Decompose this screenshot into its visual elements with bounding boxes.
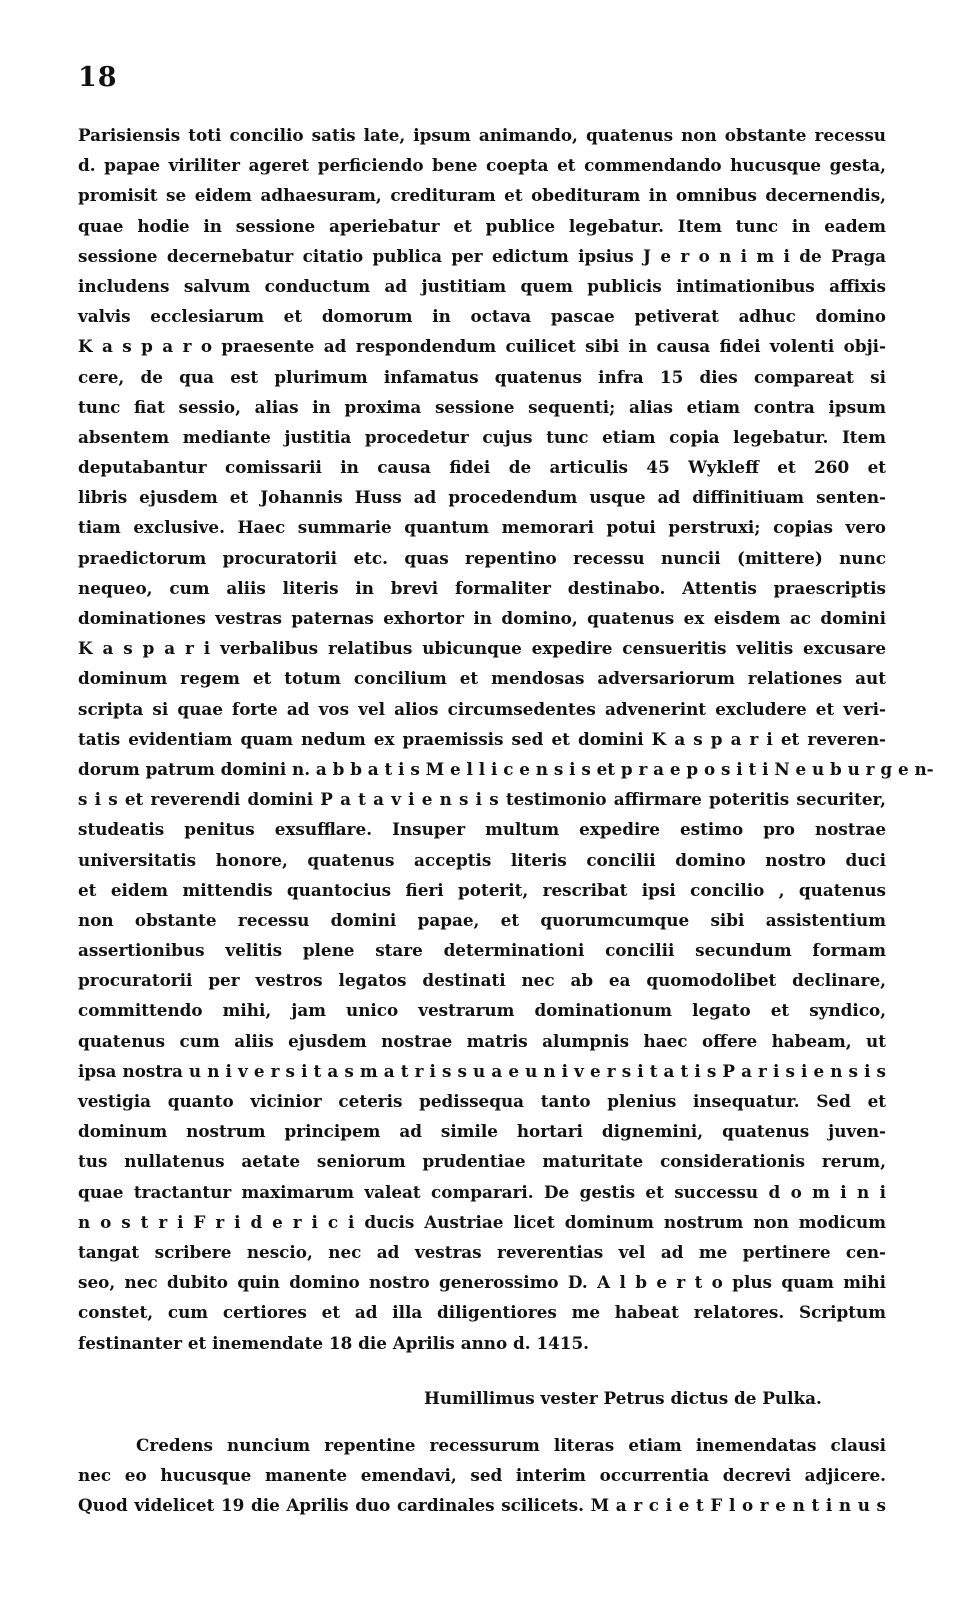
text-line: studeatis penitus exsufflare. Insuper multum expedire estimo pro nostrae xyxy=(78,819,886,840)
text-line: nec eo hucusque manente emendavi, sed interim occurrentia decrevi adjicere. xyxy=(78,1465,886,1486)
text-line: K a s p a r i verbalibus relatibus ubicunque expedire censueritis velitis excusare xyxy=(78,638,886,659)
text-line: Credens nuncium repentine recessurum literas etiam inemendatas clausi xyxy=(136,1435,886,1455)
text-line: et eidem mittendis quantocius fieri poterit, rescribat ipsi concilio , quatenus xyxy=(78,879,886,900)
signature-line: Humillimus vester Petrus dictus de Pulka. xyxy=(424,1388,822,1408)
text-line: d. papae viriliter ageret perficiendo bene coepta et commendando hucusque gesta, xyxy=(78,155,886,176)
text-line: dominum nostrum principem ad simile hortari dignemini, quatenus juven- xyxy=(78,1121,886,1142)
text-line: Parisiensis toti concilio satis late, ipsum animando, quatenus non obstante recessu xyxy=(78,125,886,145)
text-line: quae hodie in sessione aperiebatur et publice legebatur. Item tunc in eadem xyxy=(78,215,886,236)
text-line: scripta si quae forte ad vos vel alios circumsedentes advenerint excludere et veri- xyxy=(78,698,886,719)
text-line: dominum regem et totum concilium et mendosas adversariorum relationes aut xyxy=(78,668,886,689)
text-line: universitatis honore, quatenus acceptis literis concilii domino nostro duci xyxy=(78,849,886,870)
text-line: promisit se eidem adhaesuram, credituram et obedituram in omnibus decernendis, xyxy=(78,185,886,206)
text-line: festinanter et inemendate 18 die Aprilis anno d. 1415. xyxy=(78,1332,590,1353)
text-line: valvis ecclesiarum et domorum in octava pascae petiverat adhuc domino xyxy=(78,306,886,327)
text-line: committendo mihi, jam unico vestrarum dominationum legato et syndico, xyxy=(78,1000,886,1021)
text-line: includens salvum conductum ad justitiam quem publicis intimationibus affixis xyxy=(78,275,886,296)
text-line: praedictorum procuratorii etc. quas repentino recessu nuncii (mittere) nunc xyxy=(78,547,886,568)
text-line: deputabantur comissarii in causa fidei de articulis 45 Wykleff et 260 et xyxy=(78,457,886,478)
text-line: K a s p a r o praesente ad respondendum cuilicet sibi in causa fidei volenti obji- xyxy=(78,336,886,357)
text-line: non obstante recessu domini papae, et quorumcumque sibi assistentium xyxy=(78,909,886,930)
text-line: assertionibus velitis plene stare determinationi concilii secundum formam xyxy=(78,940,886,961)
text-line: libris ejusdem et Johannis Huss ad procedendum usque ad diffinitiuam senten- xyxy=(78,487,886,508)
text-line: quatenus cum aliis ejusdem nostrae matris alumpnis haec offere habeam, ut xyxy=(78,1030,886,1051)
text-line: vestigia quanto vicinior ceteris pedissequa tanto plenius insequatur. Sed et xyxy=(78,1091,886,1111)
page-number: 18 xyxy=(78,62,118,93)
postscript xyxy=(78,1430,886,1521)
text-line: constet, cum certiores et ad illa diligentiores me habeat relatores. Scriptum xyxy=(78,1302,886,1323)
text-line: tatis evidentiam quam nedum ex praemissis sed et domini K a s p a r i et reveren- xyxy=(78,728,886,749)
text-line: s i s et reverendi domini P a t a v i e n s i s testimonio affirmare poteritis securiter, xyxy=(78,789,886,810)
text-line: tus nullatenus aetate seniorum prudentiae maturitate considerationis rerum, xyxy=(78,1151,886,1172)
text-line: dorum patrum domini n. a b b a t i s M e l l i c e n s i s et p r a e p o s i t i N e u b u r g e n- xyxy=(78,758,934,779)
text-line: seo, nec dubito quin domino nostro generossimo D. A l b e r t o plus quam mihi xyxy=(78,1272,886,1293)
text-line: tangat scribere nescio, nec ad vestras reverentias vel ad me pertinere cen- xyxy=(78,1241,886,1262)
text-line: absentem mediante justitia procedetur cujus tunc etiam copia legebatur. Item xyxy=(78,426,886,447)
text-line: ipsa nostra u n i v e r s i t a s m a t r i s s u a e u n i v e r s i t a t i s P a r i s i e n s i s xyxy=(78,1060,886,1081)
text-line: tunc fiat sessio, alias in proxima sessione sequenti; alias etiam contra ipsum xyxy=(78,396,886,417)
text-line: n o s t r i F r i d e r i c i ducis Austriae licet dominum nostrum non modicum xyxy=(78,1211,886,1232)
letter-body xyxy=(78,120,934,1358)
text-line: nequeo, cum aliis literis in brevi formaliter destinabo. Attentis praescriptis xyxy=(78,577,886,598)
text-line: quae tractantur maximarum valeat comparari. De gestis et successu d o m i n i xyxy=(78,1181,886,1202)
text-line: Quod videlicet 19 die Aprilis duo cardinales scilicets. M a r c i e t F l o r e n t i n u s xyxy=(78,1495,886,1516)
text-line: procuratorii per vestros legatos destinati nec ab ea quomodolibet declinare, xyxy=(78,970,886,991)
text-line: dominationes vestras paternas exhortor in domino, quatenus ex eisdem ac domini xyxy=(78,608,886,628)
text-line: cere, de qua est plurimum infamatus quatenus infra 15 dies compareat si xyxy=(78,366,886,387)
text-line: sessione decernebatur citatio publica per edictum ipsius J e r o n i m i de Praga xyxy=(78,245,886,266)
text-line: tiam exclusive. Haec summarie quantum memorari potui perstruxi; copias vero xyxy=(78,517,886,538)
